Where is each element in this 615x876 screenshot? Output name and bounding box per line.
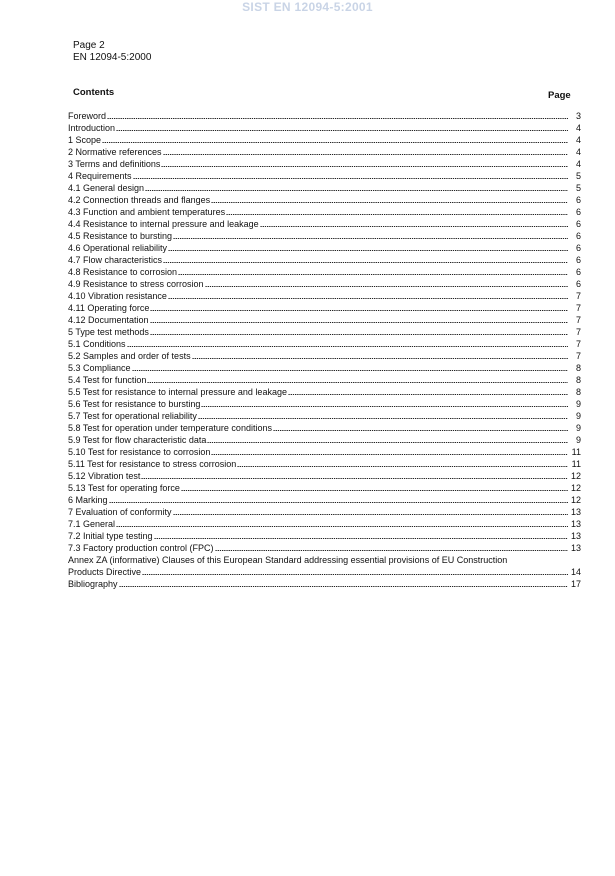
toc-entry-page: 9 <box>575 423 581 433</box>
toc-entry-label: 5.3 Compliance <box>68 363 131 373</box>
dot-leader <box>163 261 568 264</box>
toc-entry-label: 7.3 Factory production control (FPC) <box>68 543 214 553</box>
toc-entry-page: 7 <box>575 315 581 325</box>
toc-entry-label: 4.12 Documentation <box>68 315 149 325</box>
dot-leader <box>273 429 568 432</box>
toc-entry[interactable] <box>68 314 581 326</box>
dot-leader <box>102 141 568 144</box>
dot-leader <box>198 417 568 420</box>
toc-entry[interactable] <box>68 338 581 350</box>
dot-leader <box>150 333 568 336</box>
toc-entry-label: 4.11 Operating force <box>68 303 150 313</box>
toc-entry-label: 5.5 Test for resistance to internal pressure and leakage <box>68 387 287 397</box>
dot-leader <box>226 213 568 216</box>
toc-entry[interactable] <box>68 362 581 374</box>
toc-entry-page: 8 <box>575 363 581 373</box>
toc-entry[interactable] <box>68 542 581 554</box>
toc-entry-label: Products Directive <box>68 567 142 577</box>
toc-entry-label: 5.9 Test for flow characteristic data <box>68 435 207 445</box>
toc-entry-page: 3 <box>575 111 581 121</box>
toc-entry-label: 5.10 Test for resistance to corrosion <box>68 447 211 457</box>
contents-heading: Contents <box>73 87 115 98</box>
toc-entry[interactable] <box>68 158 581 170</box>
toc-entry-page: 7 <box>575 339 581 349</box>
dot-leader <box>150 309 568 312</box>
dot-leader <box>173 237 568 240</box>
toc-entry-page: 17 <box>570 579 581 589</box>
toc-entry-page: 8 <box>575 387 581 397</box>
dot-leader <box>288 393 568 396</box>
toc-entry-page: 6 <box>575 207 581 217</box>
toc-entry-page: 12 <box>570 495 581 505</box>
dot-leader <box>116 525 568 528</box>
toc-entry[interactable] <box>68 290 581 302</box>
toc-entry-label: 4.10 Vibration resistance <box>68 291 167 301</box>
toc-entry-page: 4 <box>575 159 581 169</box>
toc-entry[interactable] <box>68 470 581 482</box>
toc-entry-label: 4 Requirements <box>68 171 132 181</box>
page-number-label: Page 2 <box>73 40 105 51</box>
toc-entry-label: 5.1 Conditions <box>68 339 126 349</box>
toc-entry-label: Annex ZA (informative) Clauses of this European Standard addressing essential provisions of EU Construction <box>68 555 508 565</box>
toc-entry[interactable] <box>68 386 581 398</box>
toc-entry[interactable] <box>68 530 581 542</box>
dot-leader <box>107 117 568 120</box>
toc-entry-page: 6 <box>575 219 581 229</box>
toc-entry[interactable] <box>68 518 581 530</box>
toc-entry-annex-line1[interactable] <box>68 554 581 566</box>
dot-leader <box>116 129 568 132</box>
toc-entry-page: 6 <box>575 195 581 205</box>
toc-entry-label: 1 Scope <box>68 135 102 145</box>
dot-leader <box>201 405 568 408</box>
toc-entry-page: 11 <box>571 447 581 457</box>
dot-leader <box>215 549 568 552</box>
page-column-heading: Page <box>548 90 571 101</box>
toc-entry-page: 12 <box>570 483 581 493</box>
toc-entry[interactable] <box>68 374 581 386</box>
toc-entry-page: 7 <box>575 291 581 301</box>
toc-entry[interactable] <box>68 326 581 338</box>
toc-entry-page: 14 <box>570 567 581 577</box>
dot-leader <box>181 489 568 492</box>
toc-entry[interactable] <box>68 110 581 122</box>
toc-entry-label: 5.4 Test for function <box>68 375 147 385</box>
toc-entry-page: 7 <box>575 351 581 361</box>
dot-leader <box>205 285 568 288</box>
standard-id: EN 12094-5:2000 <box>73 52 152 63</box>
dot-leader <box>133 177 568 180</box>
dot-leader <box>192 357 568 360</box>
toc-entry[interactable] <box>68 266 581 278</box>
toc-entry-page: 6 <box>575 255 581 265</box>
toc-entry[interactable] <box>68 278 581 290</box>
toc-entry-page: 13 <box>570 543 581 553</box>
toc-entry-label: 7 Evaluation of conformity <box>68 507 172 517</box>
toc-entry[interactable] <box>68 506 581 518</box>
dot-leader <box>211 453 568 456</box>
toc-entry-annex[interactable] <box>68 566 581 578</box>
toc-entry[interactable] <box>68 218 581 230</box>
toc-entry[interactable] <box>68 242 581 254</box>
dot-leader <box>127 345 568 348</box>
page-header <box>73 40 151 64</box>
table-of-contents <box>68 110 581 590</box>
toc-entry-label: 5.12 Vibration test <box>68 471 141 481</box>
toc-entry[interactable] <box>68 206 581 218</box>
dot-leader <box>161 165 568 168</box>
dot-leader <box>119 585 568 588</box>
toc-entry-page: 4 <box>575 123 581 133</box>
toc-entry-page: 6 <box>575 279 581 289</box>
toc-entry-page: 12 <box>570 471 581 481</box>
dot-leader <box>141 477 568 480</box>
toc-entry-page: 13 <box>570 507 581 517</box>
toc-entry-page: 13 <box>570 531 581 541</box>
dot-leader <box>178 273 568 276</box>
toc-entry-label: 4.8 Resistance to corrosion <box>68 267 178 277</box>
toc-entry-page: 9 <box>575 435 581 445</box>
toc-entry[interactable] <box>68 122 581 134</box>
dot-leader <box>173 513 568 516</box>
toc-entry[interactable] <box>68 398 581 410</box>
toc-entry-label: 5 Type test methods <box>68 327 149 337</box>
toc-entry-page: 7 <box>575 327 581 337</box>
toc-entry[interactable] <box>68 302 581 314</box>
toc-entry-label: 6 Marking <box>68 495 108 505</box>
toc-entry-page: 4 <box>575 147 581 157</box>
toc-entry[interactable] <box>68 494 581 506</box>
toc-entry-page: 6 <box>575 231 581 241</box>
toc-entry[interactable] <box>68 482 581 494</box>
dot-leader <box>142 573 568 576</box>
toc-entry-label: 5.6 Test for resistance to bursting <box>68 399 201 409</box>
toc-entry-page: 6 <box>575 243 581 253</box>
toc-entry[interactable] <box>68 194 581 206</box>
dot-leader <box>132 369 568 372</box>
toc-entry[interactable] <box>68 182 581 194</box>
dot-leader <box>211 201 568 204</box>
dot-leader <box>150 321 568 324</box>
toc-entry-page: 4 <box>575 135 581 145</box>
toc-entry[interactable] <box>68 230 581 242</box>
toc-entry-label: 4.1 General design <box>68 183 145 193</box>
toc-entry-label: 4.4 Resistance to internal pressure and leakage <box>68 219 259 229</box>
toc-entry[interactable] <box>68 410 581 422</box>
toc-entry-label: 4.6 Operational reliability <box>68 243 168 253</box>
dot-leader <box>260 225 568 228</box>
toc-entry-page: 8 <box>575 375 581 385</box>
dot-leader <box>145 189 568 192</box>
toc-entry-label: Introduction <box>68 123 116 133</box>
toc-entry-page: 6 <box>575 267 581 277</box>
toc-entry[interactable] <box>68 458 581 470</box>
toc-entry-label: 5.7 Test for operational reliability <box>68 411 197 421</box>
toc-entry-label: 3 Terms and definitions <box>68 159 161 169</box>
dot-leader <box>168 249 568 252</box>
toc-entry-bibliography[interactable] <box>68 578 581 590</box>
toc-entry-label: 5.8 Test for operation under temperature conditions <box>68 423 272 433</box>
toc-entry-label: 4.3 Function and ambient temperatures <box>68 207 226 217</box>
toc-entry-label: 5.13 Test for operating force <box>68 483 180 493</box>
toc-entry-label: 4.9 Resistance to stress corrosion <box>68 279 204 289</box>
toc-entry-label: Bibliography <box>68 579 118 589</box>
toc-entry-label: 5.11 Test for resistance to stress corrosion <box>68 459 237 469</box>
toc-entry-page: 13 <box>570 519 581 529</box>
toc-entry-page: 5 <box>575 183 581 193</box>
dot-leader <box>154 537 568 540</box>
toc-entry-page: 9 <box>575 411 581 421</box>
toc-entry-label: 4.5 Resistance to bursting <box>68 231 173 241</box>
dot-leader <box>237 465 568 468</box>
toc-entry-label: 2 Normative references <box>68 147 162 157</box>
toc-entry-label: 5.2 Samples and order of tests <box>68 351 191 361</box>
watermark: SIST EN 12094-5:2001 <box>242 0 373 14</box>
toc-entry[interactable] <box>68 422 581 434</box>
toc-entry-label: 4.2 Connection threads and flanges <box>68 195 211 205</box>
toc-entry-page: 11 <box>571 459 581 469</box>
toc-entry-label: 7.2 Initial type testing <box>68 531 153 541</box>
toc-entry-label: 4.7 Flow characteristics <box>68 255 163 265</box>
toc-entry[interactable] <box>68 134 581 146</box>
dot-leader <box>163 153 568 156</box>
dot-leader <box>147 381 568 384</box>
toc-entry-page: 9 <box>575 399 581 409</box>
toc-entry[interactable] <box>68 146 581 158</box>
dot-leader <box>168 297 568 300</box>
toc-entry-label: Foreword <box>68 111 107 121</box>
toc-entry-page: 7 <box>575 303 581 313</box>
toc-entry[interactable] <box>68 254 581 266</box>
dot-leader <box>207 441 568 444</box>
dot-leader <box>109 501 568 504</box>
toc-entry[interactable] <box>68 350 581 362</box>
toc-entry[interactable] <box>68 434 581 446</box>
toc-entry[interactable] <box>68 446 581 458</box>
toc-entry-label: 7.1 General <box>68 519 116 529</box>
toc-entry[interactable] <box>68 170 581 182</box>
toc-entry-page: 5 <box>575 171 581 181</box>
